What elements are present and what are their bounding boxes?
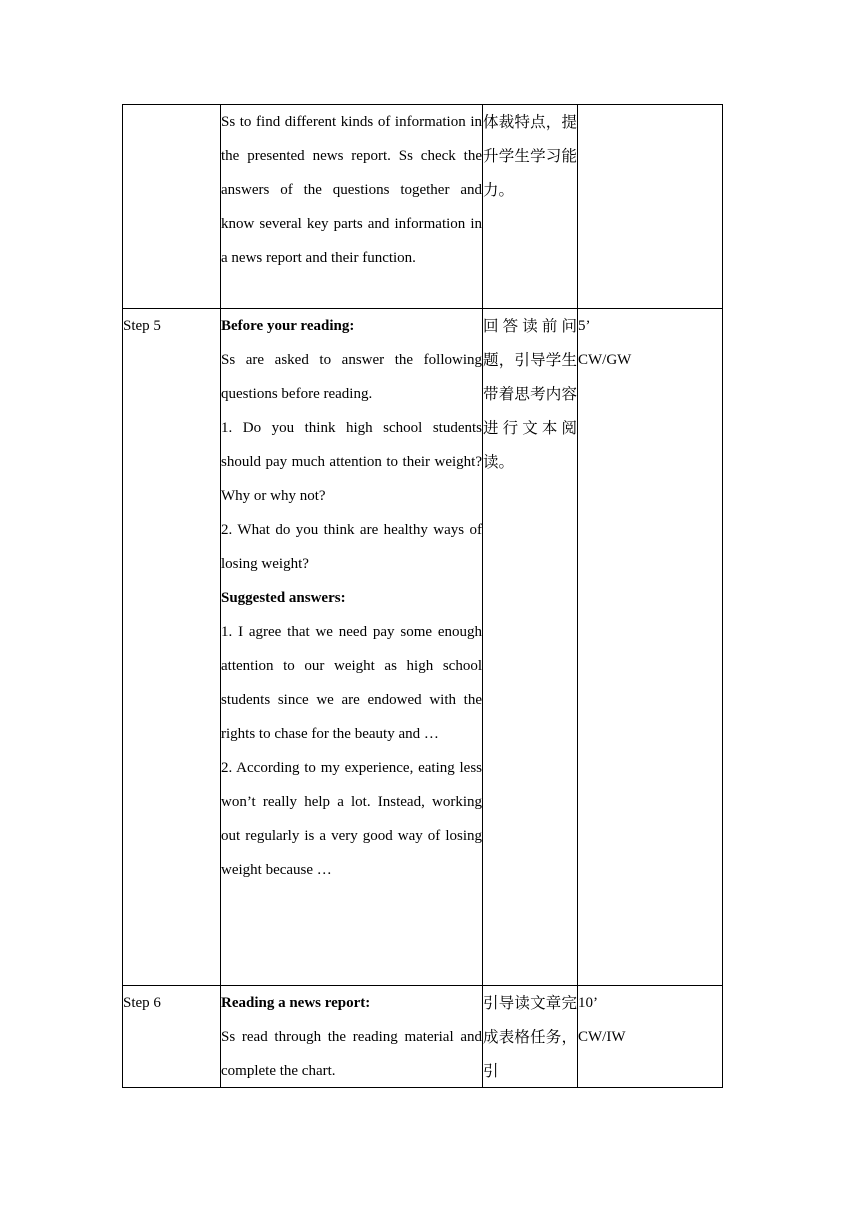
question-2: 2. What do you think are healthy ways of losing weight? (221, 522, 482, 572)
table-row (123, 105, 723, 309)
answer-2: 2. According to my experience, eating less won’t really help a lot. Instead, working out regularly is a very good way of losing weight because … (221, 760, 482, 878)
time-text: 10’ (578, 995, 598, 1011)
question-1: 1. Do you think high school students should pay much attention to their weight? Why or why not? (221, 420, 482, 504)
activity-cell (221, 309, 483, 986)
lesson-plan-table (122, 104, 723, 1088)
purpose-text: 体裁特点，提升学生学习能力。 (483, 113, 577, 199)
activity-heading: Reading a news report: (221, 995, 371, 1011)
purpose-text: 回答读前问题，引导学生带着思考内容进行文本阅读。 (483, 317, 577, 471)
table-row (123, 986, 723, 1088)
purpose-cell (483, 309, 578, 986)
activity-cell (221, 986, 483, 1088)
step-cell: Step 5 (123, 309, 221, 986)
mode-text: CW/IW (578, 1029, 626, 1045)
time-cell (578, 309, 723, 986)
activity-intro: Ss read through the reading material and complete the chart. (221, 1029, 482, 1079)
step-label: Step 6 (123, 995, 161, 1011)
activity-heading: Before your reading: (221, 318, 355, 334)
mode-text: CW/GW (578, 352, 632, 368)
table-row (123, 309, 723, 986)
step-cell (123, 986, 221, 1088)
time-clip (578, 986, 722, 1087)
answer-1: 1. I agree that we need pay some enough attention to our weight as high school students since we are endowed with the rights to chase for the beauty and … (221, 624, 482, 742)
purpose-cell (483, 986, 578, 1088)
purpose-cell (483, 105, 578, 309)
time-cell (578, 105, 723, 309)
activity-cell (221, 105, 483, 309)
time-text: 5’ (578, 318, 591, 334)
purpose-clip (483, 986, 577, 1087)
step-cell (123, 105, 221, 309)
activity-clip (221, 986, 482, 1087)
time-cell (578, 986, 723, 1088)
activity-intro: Ss are asked to answer the following questions before reading. (221, 352, 482, 402)
purpose-text: 引导读文章完成表格任务，引 (483, 994, 577, 1080)
answers-heading: Suggested answers: (221, 590, 346, 606)
activity-text: Ss to find different kinds of information in the presented news report. Ss check the answers of the questions together and know several key parts and information in a news report and their function. (221, 114, 482, 266)
